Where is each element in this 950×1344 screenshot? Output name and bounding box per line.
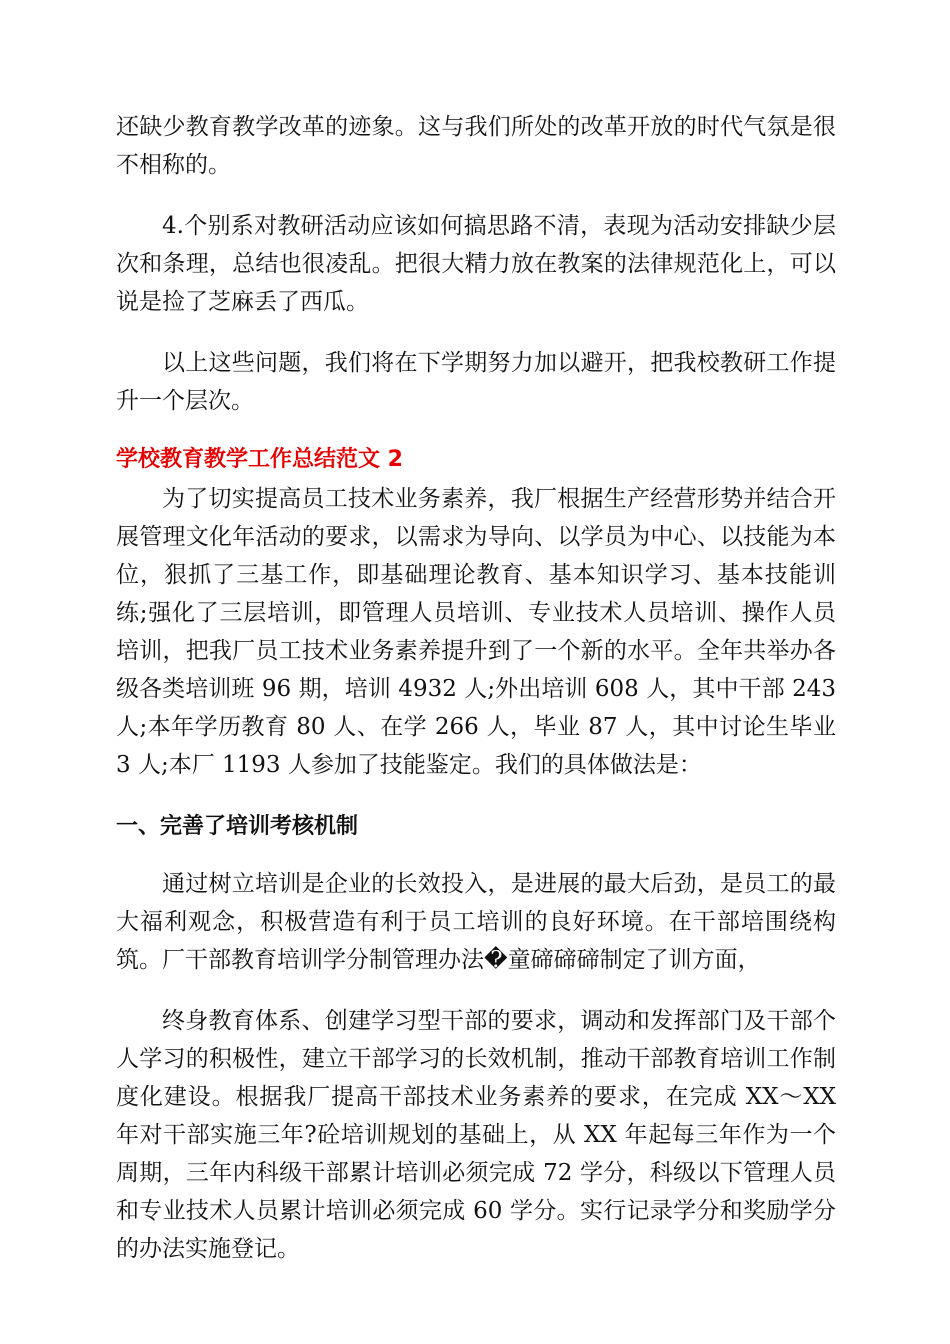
- subsection-title: 一、完善了培训考核机制: [116, 814, 359, 839]
- paragraph-lifelong-education: 终身教育体系、创建学习型干部的要求，调动和发挥部门及干部个人学习的积极性，建立干部学习的长效机制，推动干部教育培训工作制度化建设。根据我厂提高干部技术业务素养的要求，在完成 XX～XX 年对干部实施三年?砼培训规划的基础上，从 XX 年起每三年作为一个周期，三年内科级干部累计培训必须完成 72 学分，科级以下管理人员和专业技术人员累计培训必须完成 60 学分。实行记录学分和奖励学分的办法实施登记。: [116, 1008, 836, 1262]
- paragraph-training-mechanism: 通过树立培训是企业的长效投入，是进展的最大后劲，是员工的最大福利观念，积极营造有利于员工培训的良好环境。在干部培围绕构筑。厂干部教育培训学分制管理办法�童碲碲碲制定了训方面，: [116, 871, 836, 973]
- paragraph-issue-4: 4.个别系对教研活动应该如何搞思路不清，表现为活动安排缺少层次和条理，总结也很凌乱。把很大精力放在教案的法律规范化上，可以说是捡了芝麻丢了西瓜。: [116, 213, 836, 315]
- section-title-red: 学校教育教学工作总结范文 2: [116, 447, 403, 472]
- paragraph-continuation: 还缺少教育教学改革的迹象。这与我们所处的改革开放的时代气氛是很不相称的。: [116, 114, 836, 178]
- paragraph-conclusion: 以上这些问题，我们将在下学期努力加以避开，把我校教研工作提升一个层次。: [116, 350, 836, 414]
- document-body: [116, 108, 836, 1291]
- paragraph-training-summary: 为了切实提高员工技术业务素养，我厂根据生产经营形势并结合开展管理文化年活动的要求，以需求为导向、以学员为中心、以技能为本位，狠抓了三基工作，即基础理论教育、基本知识学习、基本技能训练;强化了三层培训，即管理人员培训、专业技术人员培训、操作人员培训，把我厂员工技术业务素养提升到了一个新的水平。全年共举办各级各类培训班 96 期，培训 4932 人;外出培训 608 人，其中干部 243 人;本年学历教育 80 人、在学 266 人，毕业 87 人，其中讨论生毕业 3 人;本厂 1193 人参加了技能鉴定。我们的具体做法是：: [116, 486, 836, 778]
